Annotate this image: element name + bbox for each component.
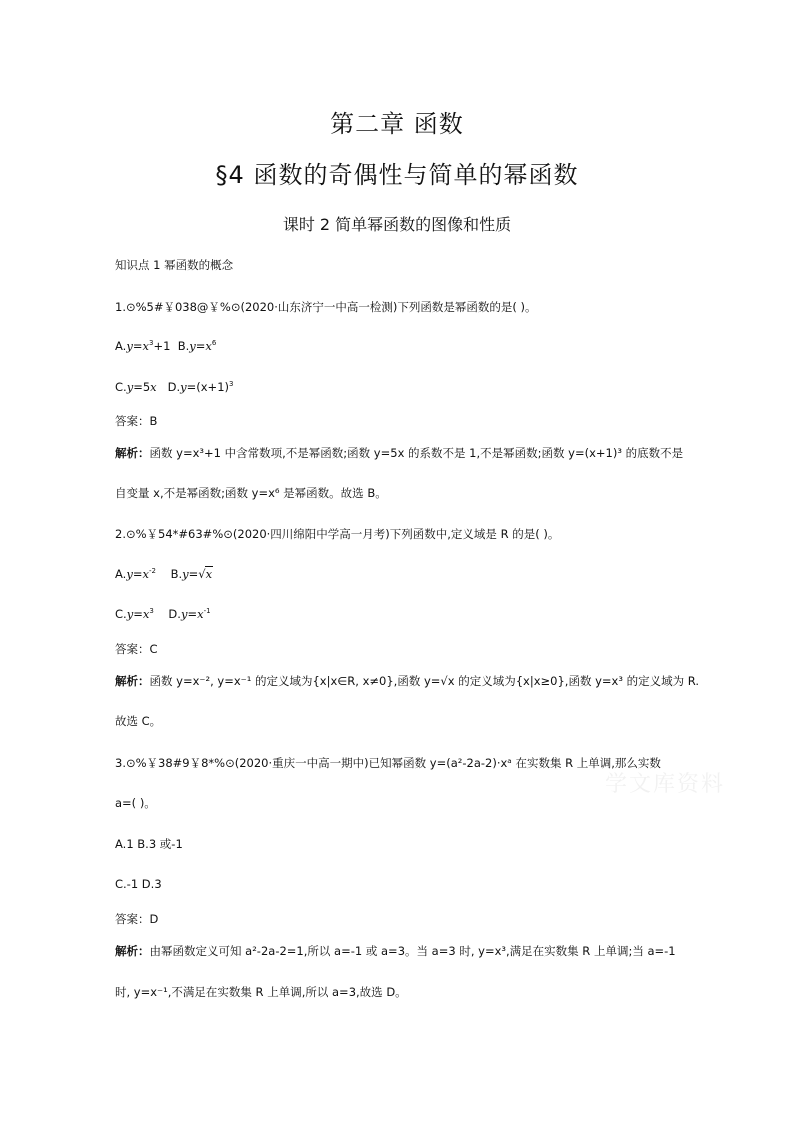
q3-options-ab: A.1 B.3 或-1 xyxy=(115,837,183,851)
q3-analysis-line-1: 解析：由幂函数定义可知 a²-2a-2=1,所以 a=-1 或 a=3。当 a=3 时, y=x³,满足在实数集 R 上单调;当 a=-1 xyxy=(115,944,676,958)
q2-analysis-line-1: 解析：函数 y=x⁻², y=x⁻¹ 的定义域为{x|x∈R, x≠0},函数 y=√x 的定义域为{x|x≥0},函数 y=x³ 的定义域为 R. xyxy=(115,674,699,688)
q2-options-cd: $C.y=x^3$ $D.y=x^{-1}$ xyxy=(115,607,211,621)
q3-stem-line-2: a=( )。 xyxy=(115,796,156,810)
q1-stem: 1.⊙%5#￥038@￥%⊙(2020·山东济宁一中高一检测)下列函数是幂函数的是( )。 xyxy=(115,300,537,314)
q2-answer: 答案：C xyxy=(115,642,158,656)
q1-analysis-line-2: 自变量 x,不是幂函数;函数 y=x⁶ 是幂函数。故选 B。 xyxy=(115,486,387,500)
q3-answer: 答案：D xyxy=(115,912,159,926)
q3-analysis-line-2: 时, y=x⁻¹,不满足在实数集 R 上单调,所以 a=3,故选 D。 xyxy=(115,985,407,999)
q1-answer: 答案：B xyxy=(115,414,158,428)
chapter-title: 第二章 函数 xyxy=(330,110,464,138)
section-title: §4 函数的奇偶性与简单的幂函数 xyxy=(215,161,579,189)
knowledge-point-heading: 知识点 1 幂函数的概念 xyxy=(115,258,234,272)
q3-options-cd: C.-1 D.3 xyxy=(115,877,162,891)
q3-stem-line-1: 3.⊙%￥38#9￥8*%⊙(2020·重庆一中高一期中)已知幂函数 y=(a²-2a-2)·xᵃ 在实数集 R 上单调,那么实数 xyxy=(115,756,661,770)
q2-stem: 2.⊙%￥54*#63#%⊙(2020·四川绵阳中学高一月考)下列函数中,定义域是 R 的是( )。 xyxy=(115,527,560,541)
sqrt-icon: √ xyxy=(198,567,206,581)
q2-analysis-line-2: 故选 C。 xyxy=(115,714,162,728)
q1-options-ab: $A.y=x^3+1$ $B.y=x^6$ xyxy=(115,339,217,353)
lesson-title: 课时 2 简单幂函数的图像和性质 xyxy=(282,215,512,234)
watermark: 学文库资料 xyxy=(605,772,726,797)
q1-analysis-line-1: 解析：函数 y=x³+1 中含常数项,不是幂函数;函数 y=5x 的系数不是 1,不是幂函数;函数 y=(x+1)³ 的底数不是 xyxy=(115,446,684,460)
q1-options-cd: C.y=5x $D.y=(x+1)^3$ xyxy=(115,380,234,394)
q2-options-ab: $A.y=x^{-2}$ B.y=√x xyxy=(115,567,213,581)
